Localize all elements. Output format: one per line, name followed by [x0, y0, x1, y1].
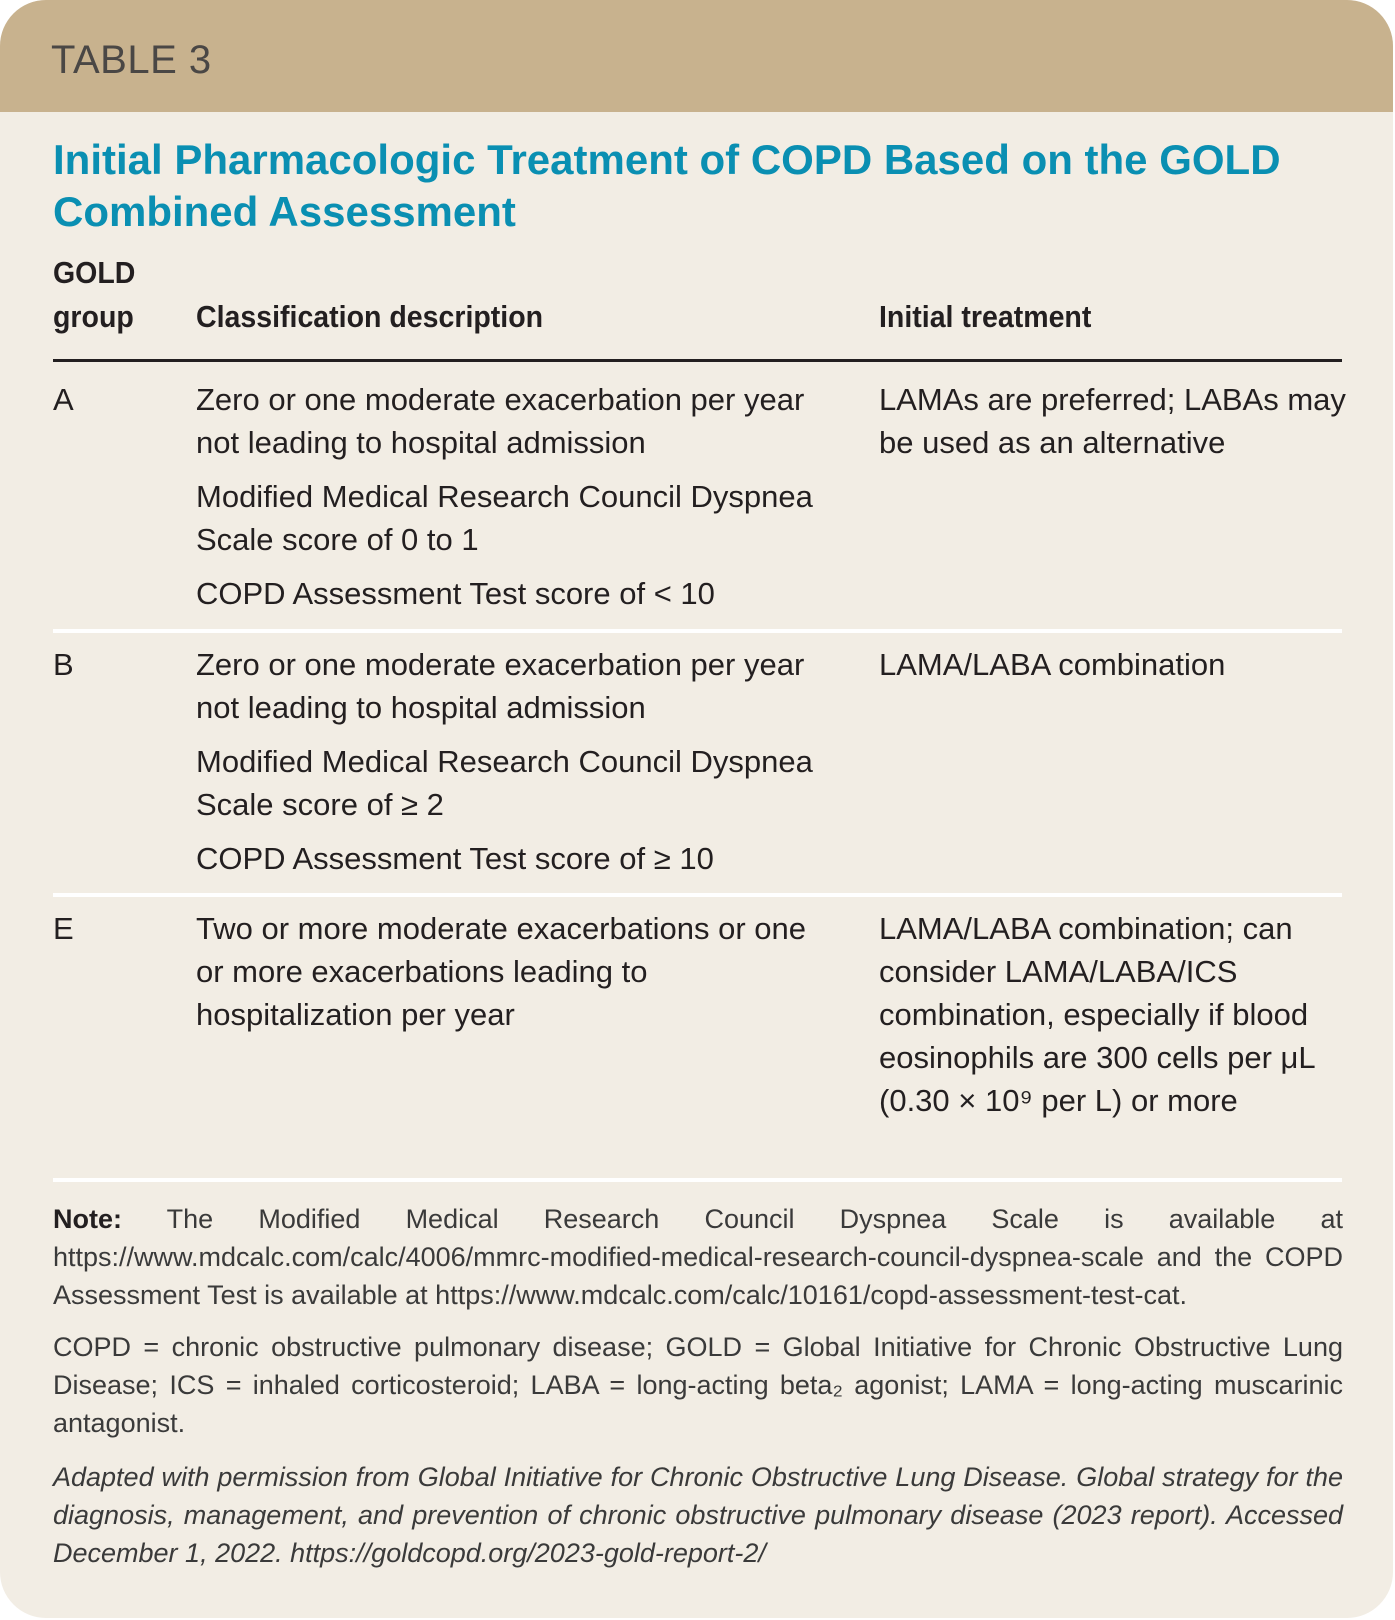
footnote-note-text: The Modified Medical Research Council Dyspnea Scale is available at https://www.mdcalc.com/calc/4006/mmrc-modified-medical-research-council-dyspnea-scale and the COPD Assessment Test is available at https://www.mdcalc.com/calc/10161/copd-assessment-test-cat. [53, 1204, 1343, 1310]
criterion: COPD Assessment Test score of ≥ 10 [196, 841, 714, 876]
table-title: Initial Pharmacologic Treatment of COPD Based on the GOLD Combined Assessment [53, 136, 1281, 235]
criterion: Zero or one moderate exacerbation per year not leading to hospital admission [196, 647, 805, 725]
table-bottom-rule [53, 1178, 1342, 1182]
footnote-abbreviations: COPD = chronic obstructive pulmonary disease; GOLD = Global Initiative for Chronic Obstructive Lung Disease; ICS = inhaled corticosteroid; LABA = long-acting beta₂ agonist; LAMA = long-acting muscarinic antagonist. [53, 1332, 1343, 1438]
criterion: COPD Assessment Test score of < 10 [196, 576, 715, 611]
row-classification [196, 907, 836, 1047]
criterion: Modified Medical Research Council Dyspnea Scale score of ≥ 2 [196, 744, 813, 822]
row-group: B [53, 647, 74, 682]
header-rule [53, 359, 1342, 362]
row-treatment: LAMAs are preferred; LABAs may be used as an alternative [879, 382, 1346, 460]
header-band [0, 0, 1393, 112]
column-header-classification: Classification description [196, 299, 544, 334]
column-header-group [53, 251, 135, 339]
row-group: A [53, 382, 74, 417]
column-header-group-line2: group [53, 299, 134, 334]
criterion: Two or more moderate exacerbations or one or more exacerbations leading to hospitalization per year [196, 911, 806, 1032]
row-divider [53, 629, 1342, 633]
footnote-source: Adapted with permission from Global Initiative for Chronic Obstructive Lung Disease. Global strategy for the diagnosis, management, and prevention of chronic obstructive pulmonary disease (2023 report). Accessed December 1, 2022. https://goldcopd.org/2023-gold-report-2/ [53, 1462, 1343, 1568]
row-classification [196, 643, 836, 891]
table-label: TABLE 3 [51, 38, 212, 82]
column-header-treatment: Initial treatment [879, 299, 1092, 334]
row-treatment: LAMA/LABA combination; can consider LAMA/LABA/ICS combination, especially if blood eosinophils are 300 cells per μL (0.30 × 10⁹ per L) or more [879, 911, 1315, 1118]
criterion: Modified Medical Research Council Dyspnea Scale score of 0 to 1 [196, 479, 813, 557]
row-group: E [53, 911, 74, 946]
criterion: Zero or one moderate exacerbation per year not leading to hospital admission [196, 382, 805, 460]
row-classification [196, 378, 836, 626]
row-divider [53, 893, 1342, 897]
column-header-group-line1: GOLD [53, 255, 136, 290]
footnote-note-label: Note: [53, 1204, 122, 1234]
row-treatment: LAMA/LABA combination [879, 647, 1226, 682]
footnote-note [53, 1200, 1343, 1314]
